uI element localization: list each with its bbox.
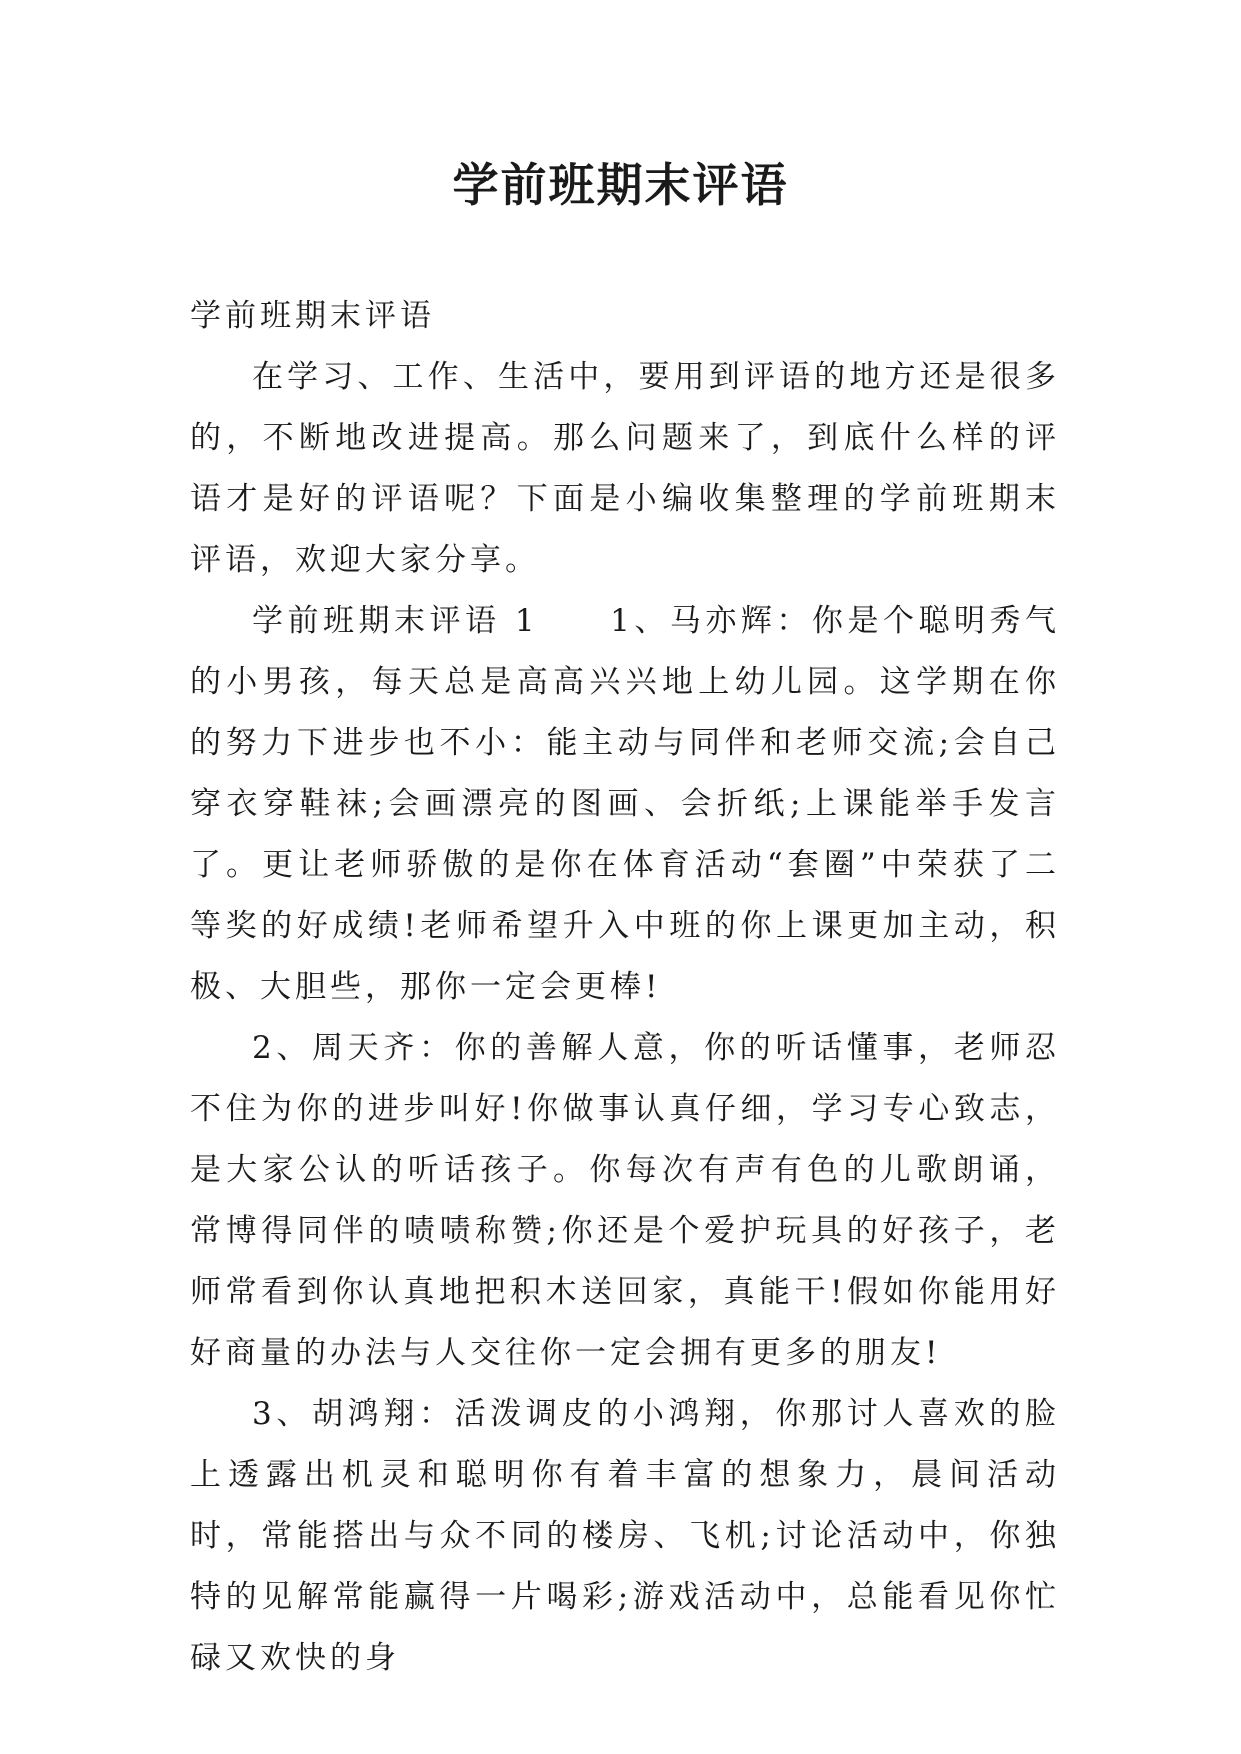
document-body (190, 286, 1060, 1689)
paragraph-comment-3: 3、胡鸿翔：活泼调皮的小鸿翔，你那讨人喜欢的脸上透露出机灵和聪明你有着丰富的想象力，晨间活动时，常能搭出与众不同的楼房、飞机;讨论活动中，你独特的见解常能赢得一片喝彩;游戏活动中，总能看见你忙碌又欢快的身 (190, 1396, 1060, 1676)
document-title: 学前班期末评语 (452, 158, 789, 212)
paragraph-comment-2: 2、周天齐：你的善解人意，你的听话懂事，老师忍不住为你的进步叫好!你做事认真仔细，学习专心致志，是大家公认的听话孩子。你每次有声有色的儿歌朗诵，常博得同伴的啧啧称赞;你还是个爱护玩具的好孩子，老师常看到你认真地把积木送回家，真能干!假如你能用好好商量的办法与人交往你一定会拥有更多的朋友! (190, 1030, 1060, 1371)
paragraph-comment-1: 学前班期末评语 1 1、马亦辉：你是个聪明秀气的小男孩，每天总是高高兴兴地上幼儿园。这学期在你的努力下进步也不小：能主动与同伴和老师交流;会自己穿衣穿鞋袜;会画漂亮的图画、会折纸;上课能举手发言了。更让老师骄傲的是你在体育活动“套圈”中荣获了二等奖的好成绩!老师希望升入中班的你上课更加主动，积极、大胆些，那你一定会更棒! (190, 603, 1060, 1005)
paragraph-intro: 在学习、工作、生活中，要用到评语的地方还是很多的，不断地改进提高。那么问题来了，到底什么样的评语才是好的评语呢？下面是小编收集整理的学前班期末评语，欢迎大家分享。 (190, 359, 1060, 578)
document-subtitle: 学前班期末评语 (190, 298, 435, 334)
